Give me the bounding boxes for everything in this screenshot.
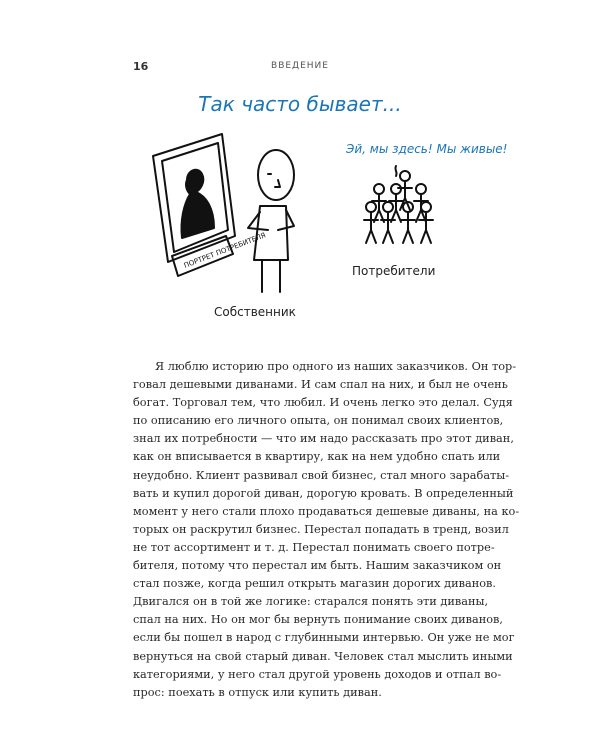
body-line: момент у него стали плохо продаваться дешевые диваны, на ко- [133, 504, 520, 518]
body-line: по описанию его личного опыта, он понимал своих клиентов, [133, 414, 504, 428]
body-line: неудобно. Клиент развивал свой бизнес, стал много зарабаты- [133, 468, 510, 482]
body-line: вернуться на свой старый диван. Человек стал мыслить иными [133, 649, 513, 663]
body-line: говал дешевыми диванами. И сам спал на них, и был не очень [133, 378, 508, 392]
body-line: не тот ассортимент и т. д. Перестал понимать своего потре- [133, 540, 495, 554]
running-head: ВВЕДЕНИЕ [271, 61, 329, 71]
consumers-caption: Потребители [352, 264, 436, 278]
body-line: если бы пошел в народ с глубинными интервью. Он уже не мог [133, 631, 515, 645]
body-paragraph [133, 358, 520, 702]
body-line: прос: поехать в отпуск или купить диван. [133, 685, 382, 699]
illustration-heading: Так часто бывает... [198, 92, 402, 116]
body-line: богат. Торговал тем, что любил. И очень легко это делал. Судя [133, 396, 513, 410]
body-line: как он вписывается в квартиру, как на нем удобно спать или [133, 450, 501, 464]
body-line: знал их потребности — что им надо рассказать про этот диван, [133, 432, 514, 446]
page-number: 16 [133, 60, 149, 73]
body-line: спал на них. Но он мог бы вернуть понимание своих диванов, [133, 613, 504, 627]
consumers-group [364, 166, 433, 243]
body-line: вать и купил дорогой диван, дорогую кровать. В определенный [133, 486, 514, 500]
body-line: Двигался он в той же логике: старался понять эти диваны, [133, 595, 489, 609]
body-line: торых он раскрутил бизнес. Перестал попадать в тренд, возил [133, 522, 509, 536]
portrait-label-text: ПОРТРЕТ ПОТРЕБИТЕЛЯ [182, 231, 267, 270]
speech-bubble-text: Эй, мы здесь! Мы живые! [346, 142, 508, 156]
owner-figure [248, 150, 294, 292]
body-line: бителя, потому что перестал им быть. Нашим заказчиком он [133, 559, 502, 573]
body-line: категориями, у него стал другой уровень доходов и отпал во- [133, 667, 502, 681]
body-line: стал позже, когда решил открыть магазин дорогих диванов. [133, 577, 496, 591]
body-line: Я люблю историю про одного из наших заказчиков. Он тор- [155, 360, 517, 373]
portrait-frame [153, 134, 235, 262]
owner-caption: Собственник [214, 305, 296, 319]
owner-and-consumers-drawing [140, 128, 520, 333]
